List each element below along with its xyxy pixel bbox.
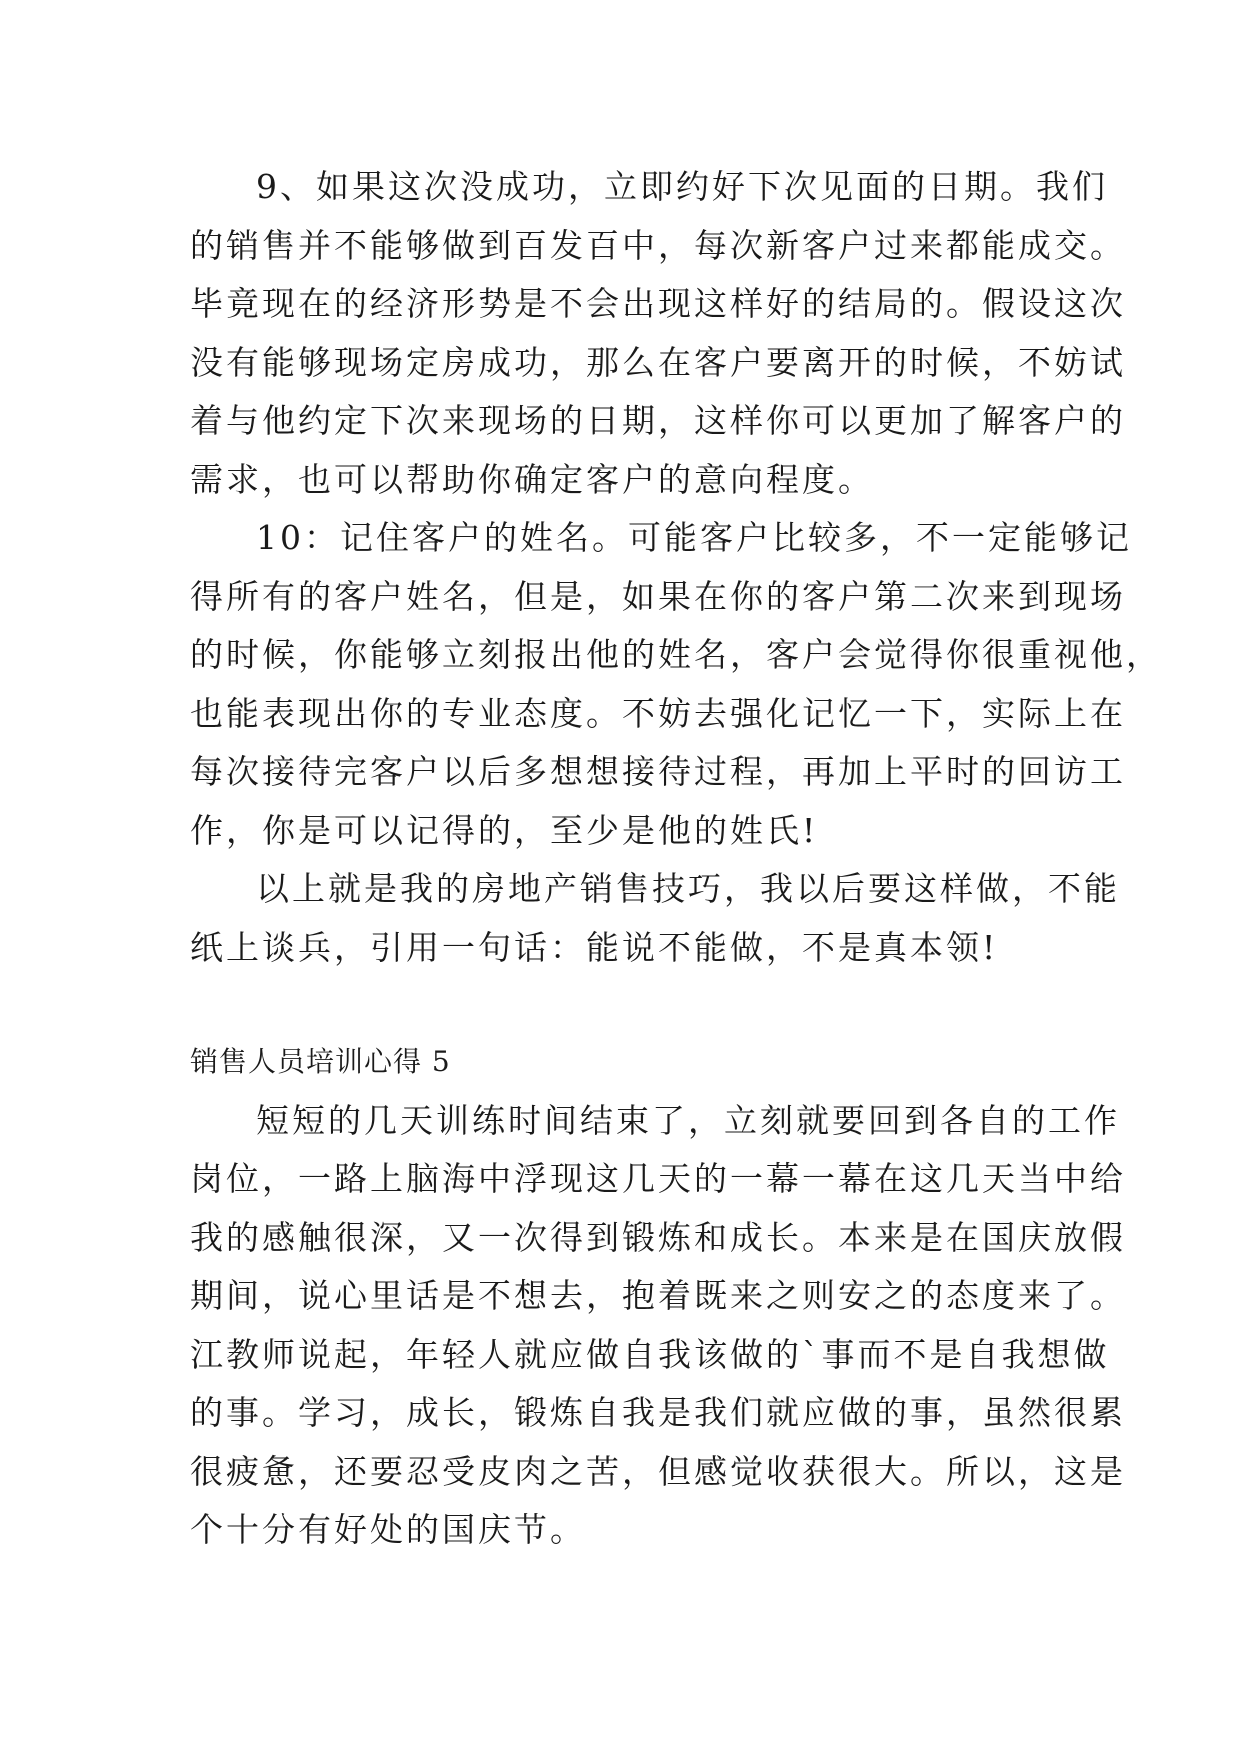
paragraph-training-reflection — [190, 1092, 1126, 1560]
text-line: 个十分有好处的国庆节。 — [190, 1510, 586, 1549]
text-line: 着与他约定下次来现场的日期，这样你可以更加了解客户的 — [190, 401, 1126, 440]
section-gap — [190, 977, 1050, 1033]
text-line: 需求，也可以帮助你确定客户的意向程度。 — [190, 459, 874, 499]
text-line: 岗位，一路上脑海中浮现这几天的一幕一幕在这几天当中给 — [190, 1159, 1126, 1198]
text-line: 9、如果这次没成功，立即约好下次见面的日期。我们 — [256, 167, 1108, 206]
text-line: 每次接待完客户以后多想想接待过程，再加上平时的回访工 — [190, 752, 1126, 791]
text-line: 以上就是我的房地产销售技巧，我以后要这样做，不能 — [256, 869, 1120, 908]
text-line: 没有能够现场定房成功，那么在客户要离开的时候，不妨试 — [190, 342, 1126, 382]
text-line: 得所有的客户姓名，但是，如果在你的客户第二次来到现场 — [190, 576, 1126, 616]
text-line: 的时候，你能够立刻报出他的姓名，客户会觉得你很重视他， — [190, 635, 1162, 674]
text-line: 纸上谈兵，引用一句话：能说不能做，不是真本领! — [190, 927, 999, 967]
paragraph-tip-10 — [190, 509, 1162, 860]
section-heading: 销售人员培训心得 5 — [190, 1045, 451, 1078]
text-line: 很疲惫，还要忍受皮肉之苦，但感觉收获很大。所以，这是 — [190, 1451, 1126, 1491]
text-line: 毕竟现在的经济形势是不会出现这样好的结局的。假设这次 — [190, 284, 1126, 323]
paragraph-conclusion — [190, 860, 1120, 977]
text-line: 的事。学习，成长，锻炼自我是我们就应做的事，虽然很累 — [190, 1393, 1126, 1432]
text-line: 的销售并不能够做到百发百中，每次新客户过来都能成交。 — [190, 225, 1126, 265]
text-line: 10：记住客户的姓名。可能客户比较多，不一定能够记 — [256, 518, 1132, 557]
text-line: 我的感触很深，又一次得到锻炼和成长。本来是在国庆放假 — [190, 1217, 1126, 1257]
document-page — [190, 158, 1162, 1560]
text-line: 短短的几天训练时间结束了，立刻就要回到各自的工作 — [256, 1100, 1120, 1140]
paragraph-tip-9 — [190, 158, 1126, 509]
text-line: 作，你是可以记得的，至少是他的姓氏! — [190, 810, 819, 850]
text-line: 期间，说心里话是不想去，抱着既来之则安之的态度来了。 — [190, 1276, 1126, 1315]
text-line: 江教师说起，年轻人就应做自我该做的`事而不是自我想做 — [190, 1334, 1110, 1374]
text-line: 也能表现出你的专业态度。不妨去强化记忆一下，实际上在 — [190, 693, 1126, 733]
